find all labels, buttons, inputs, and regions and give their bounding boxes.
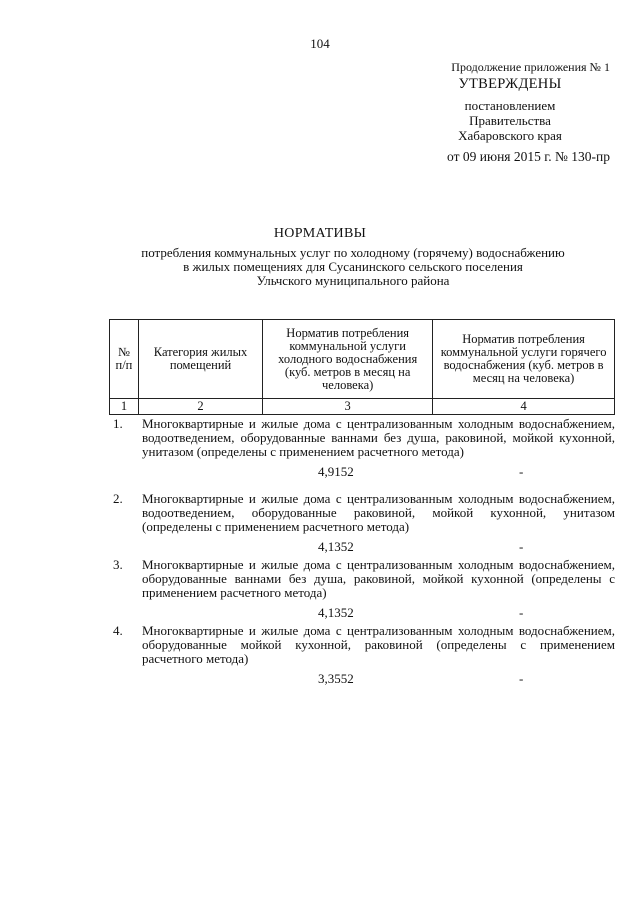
column-number-2: 2	[138, 399, 262, 415]
row-category: Многоквартирные и жилые дома с централизованным холодным водоснабжением, оборудованные ваннами без душа, раковиной, мойкой кухонной (определены с применением расчетного метода)	[142, 557, 615, 600]
table-row	[109, 417, 615, 481]
column-number-3: 3	[263, 399, 433, 415]
table-row	[109, 558, 615, 622]
row-cold-value: 4,1352	[318, 605, 354, 620]
column-number-1: 1	[110, 399, 139, 415]
table-row	[109, 492, 615, 556]
row-category: Многоквартирные и жилые дома с централизованным холодным водоснабжением, водоотведением, оборудованные раковиной, мойкой кухонной, унитазом (определены с применением расчетного метода)	[142, 491, 615, 534]
header-cold-water: Норматив потребления коммунальной услуги холодного водоснабжения (куб. метров в месяц на человека)	[263, 320, 433, 399]
subtitle-line-2: в жилых помещениях для Сусанинского сельского поселения	[183, 259, 523, 274]
row-hot-value: -	[519, 464, 524, 479]
row-hot-value: -	[519, 605, 524, 620]
row-cold-value: 4,9152	[318, 464, 354, 479]
column-number-4: 4	[433, 399, 615, 415]
page-number: 104	[310, 36, 330, 51]
subtitle-line-1: потребления коммунальных услуг по холодному (горячему) водоснабжению	[141, 245, 565, 260]
approval-line-3: Хабаровского края	[458, 128, 562, 143]
row-category: Многоквартирные и жилые дома с централизованным холодным водоснабжением, оборудованные мойкой кухонной, раковиной (определены с применением расчетного метода)	[142, 623, 615, 666]
table-row	[109, 624, 615, 688]
row-category: Многоквартирные и жилые дома с централизованным холодным водоснабжением, водоотведением, оборудованные ваннами без душа, раковиной, мойкой кухонной, унитазом (определены с применением расчетного метода)	[142, 416, 615, 459]
subtitle-line-3: Ульчского муниципального района	[256, 273, 450, 288]
approval-line-1: постановлением	[464, 98, 556, 113]
decree-reference: от 09 июня 2015 г. № 130-пр	[447, 149, 610, 164]
approval-line-2: Правительства	[469, 113, 551, 128]
approval-block	[410, 60, 610, 164]
row-cold-value: 4,1352	[318, 539, 354, 554]
row-hot-value: -	[519, 539, 524, 554]
document-subtitle	[92, 246, 614, 288]
row-number: 2.	[113, 491, 123, 506]
norms-table-header	[109, 319, 615, 415]
header-category: Категория жилых помещений	[138, 320, 262, 399]
header-number: № п/п	[110, 320, 139, 399]
row-cold-value: 3,3552	[318, 671, 354, 686]
appendix-continuation: Продолжение приложения № 1	[451, 60, 610, 74]
row-number: 1.	[113, 416, 123, 431]
row-number: 4.	[113, 623, 123, 638]
header-hot-water: Норматив потребления коммунальной услуги горячего водоснабжения (куб. метров в месяц на человека)	[433, 320, 615, 399]
row-hot-value: -	[519, 671, 524, 686]
row-number: 3.	[113, 557, 123, 572]
document-title: НОРМАТИВЫ	[273, 226, 367, 241]
approved-heading: УТВЕРЖДЕНЫ	[458, 76, 562, 92]
